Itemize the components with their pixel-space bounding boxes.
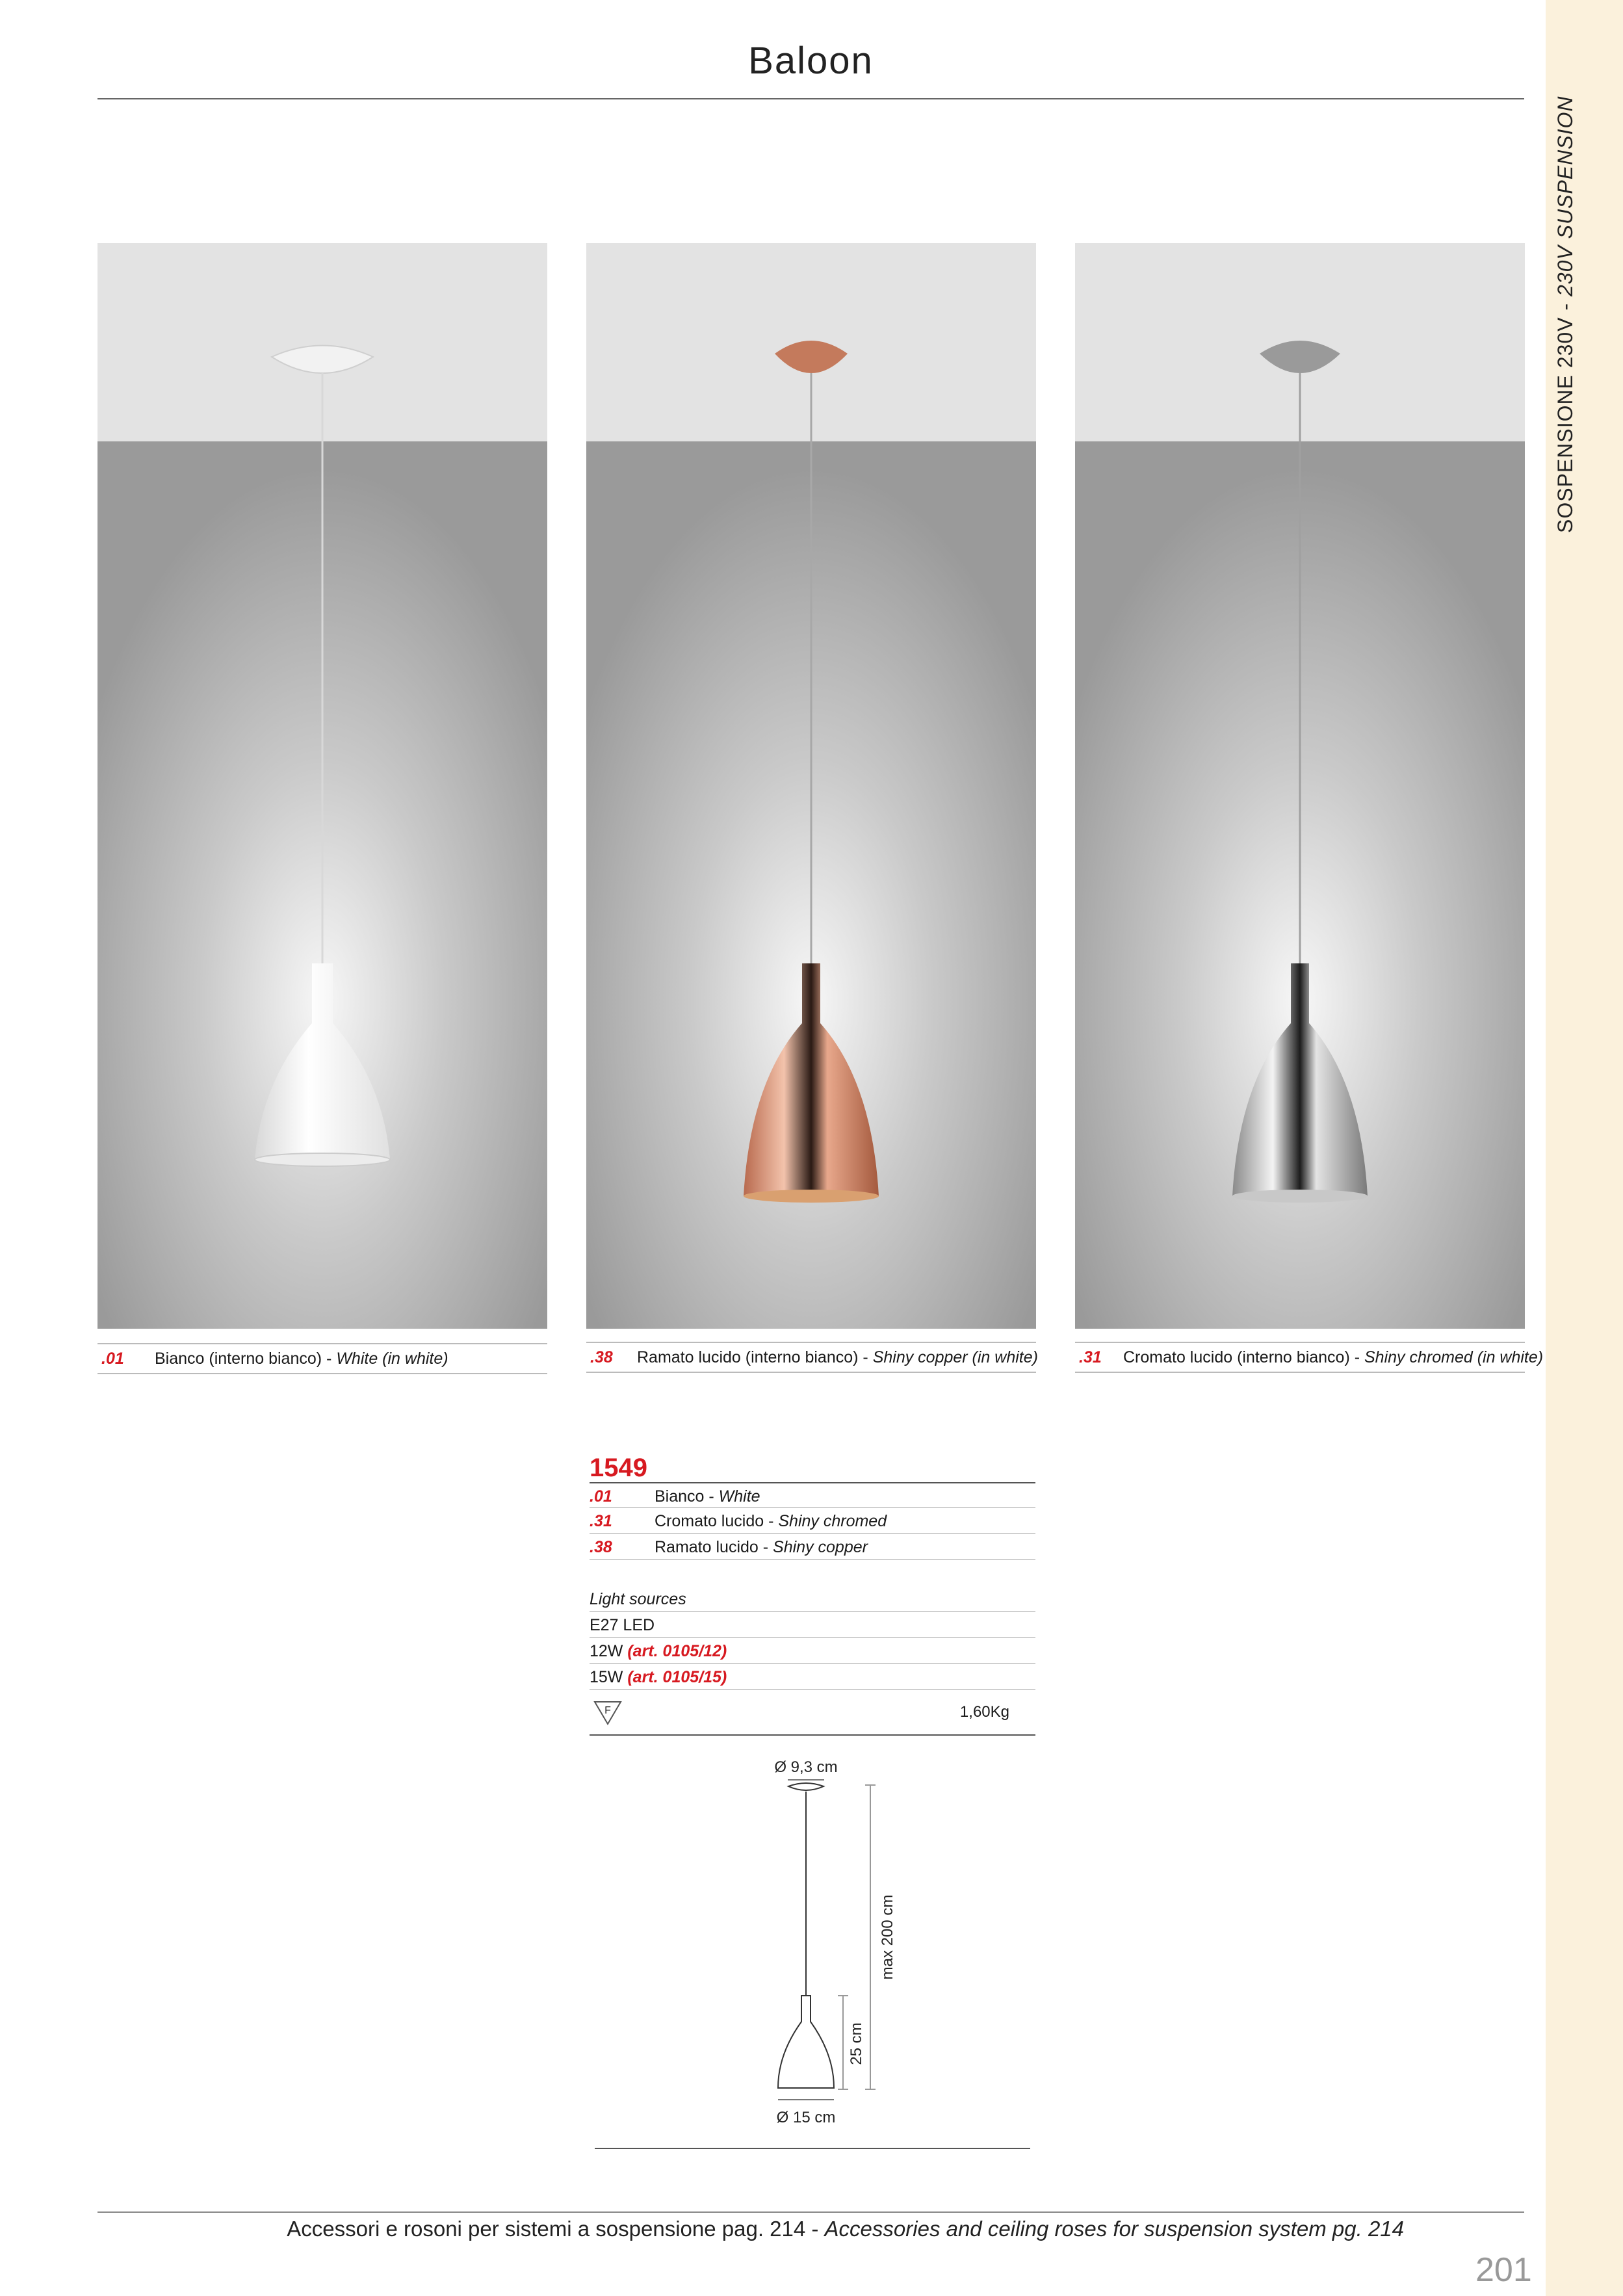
dimension-divider	[595, 2148, 1030, 2149]
caption-variant-white: .01 Bianco (interno bianco) - White (in white)	[97, 1343, 547, 1374]
title-divider	[97, 98, 1524, 99]
product-photo-copper	[586, 243, 1036, 1329]
finish-row: .01 Bianco - White	[590, 1482, 1035, 1508]
footer-divider	[97, 2211, 1524, 2213]
footer-note: Accessori e rosoni per sistemi a sospensione pag. 214 - Accessories and ceiling roses for suspension system pg. 214	[287, 2217, 1404, 2241]
model-number: 1549	[590, 1454, 647, 1482]
shade-diameter-label: Ø 15 cm	[776, 2109, 836, 2126]
dimension-drawing	[590, 1749, 1035, 2126]
spec-table	[590, 1454, 1035, 1736]
product-photo-white	[97, 243, 547, 1329]
category-label: SOSPENSIONE 230V - 230V SUSPENSION	[1553, 96, 1577, 533]
light-option-row: 12W (art. 0105/12)	[590, 1638, 1035, 1664]
finish-row: .38 Ramato lucido - Shiny copper	[590, 1534, 1035, 1560]
caption-variant-chrome: .31 Cromato lucido (interno bianco) - Shiny chromed (in white)	[1075, 1342, 1525, 1373]
max-height-label: max 200 cm	[879, 1894, 896, 1980]
light-sources-title: Light sources	[590, 1586, 1035, 1612]
light-option-row: 15W (art. 0105/15)	[590, 1664, 1035, 1690]
shade-height-label: 25 cm	[848, 2022, 865, 2065]
page-title: Baloon	[748, 40, 874, 82]
finish-row: .31 Cromato lucido - Shiny chromed	[590, 1508, 1035, 1534]
energy-class-icon	[593, 1699, 622, 1725]
energy-weight-row	[590, 1690, 1035, 1736]
product-photo-chrome	[1075, 243, 1525, 1329]
canopy-diameter-label: Ø 9,3 cm	[774, 1758, 838, 1776]
energy-class-label: F	[604, 1705, 611, 1716]
page-number: 201	[1475, 2251, 1532, 2289]
light-source-type: E27 LED	[590, 1612, 1035, 1638]
weight-value: 1,60Kg	[959, 1703, 1009, 1721]
caption-variant-copper: .38 Ramato lucido (interno bianco) - Shiny copper (in white)	[586, 1342, 1036, 1373]
